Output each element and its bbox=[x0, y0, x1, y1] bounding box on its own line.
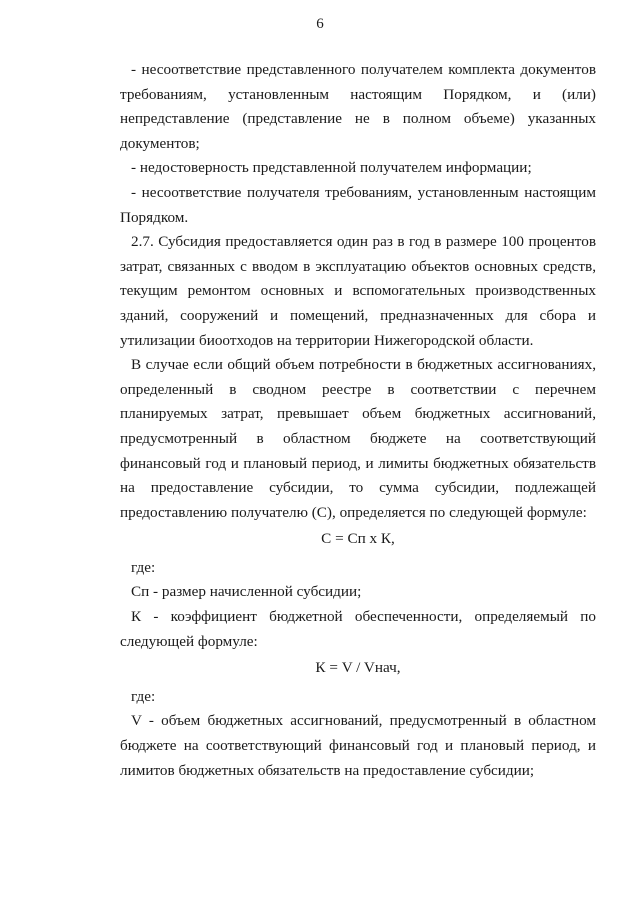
where-label-2: где: bbox=[131, 687, 156, 705]
paragraph-2-7: 2.7. Субсидия предоставляется один раз в год в размере 100 процентов затрат, связанных с вводом в эксплуатацию объектов основных средств, текущим ремонтом основных и вспомогательных производственных зданий, сооружений и помещений, предназначенных для сбора и утилизации биоотходов на территории Нижегородской области. bbox=[120, 233, 596, 349]
document-body bbox=[120, 58, 596, 783]
where-label-1: где: bbox=[131, 558, 156, 576]
definition-cp: Сп - размер начисленной субсидии; bbox=[131, 583, 362, 601]
paragraph-noncompliance: - несоответствие получателя требованиям, установленным настоящим Порядком. bbox=[120, 183, 596, 226]
page-number: 6 bbox=[316, 16, 324, 32]
paragraph-incomplete-documents: - несоответствие представленного получателем комплекта документов требованиям, установленным настоящим Порядком, и (или) непредставление (представление не в полном объеме) указанных документов; bbox=[120, 61, 596, 152]
formula-subsidy: С = Сп х К, bbox=[321, 530, 395, 548]
definition-k: К - коэффициент бюджетной обеспеченности, определяемый по следующей формуле: bbox=[120, 608, 596, 650]
definition-v: V - объем бюджетных ассигнований, предусмотренный в областном бюджете на соответствующий финансовый год и плановый период, и лимитов бюджетных обязательств на предоставление субсидии; bbox=[120, 712, 596, 779]
formula-coefficient: К = V / Vнач, bbox=[315, 659, 401, 677]
paragraph-unreliable-info: - недостоверность представленной получателем информации; bbox=[131, 159, 532, 177]
paragraph-budget-shortfall: В случае если общий объем потребности в бюджетных ассигнованиях, определенный в сводном реестре в соответствии с перечнем планируемых затрат, превышает объем бюджетных ассигнований, предусмотренный в областном бюджете на соответствующий финансовый год и плановый период, и лимиты бюджетных обязательств на предоставление субсидии, то сумма субсидии, подлежащей предоставлению получателю (С), определяется по следующей формуле: bbox=[120, 356, 596, 521]
